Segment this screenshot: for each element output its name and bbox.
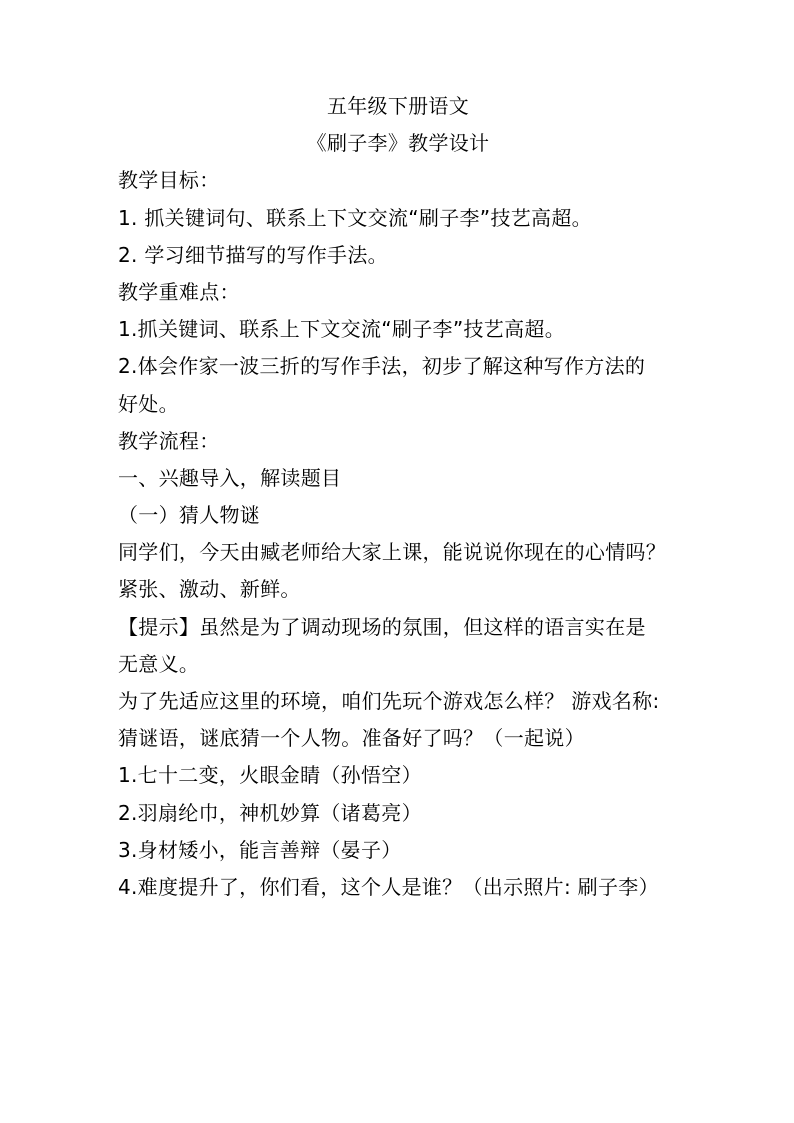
key-point-item: 1.抓关键词、联系上下文交流“刷子李”技艺高超。 bbox=[118, 317, 566, 342]
riddle-item: 1.七十二变，火眼金睛（孙悟空） bbox=[118, 763, 422, 788]
subsection-heading: 一、兴趣导入，解读题目 bbox=[118, 465, 342, 490]
document-page bbox=[118, 93, 678, 911]
document-title: 五年级下册语文 bbox=[326, 94, 470, 118]
objective-item: 2. 学习细节描写的写作手法。 bbox=[118, 242, 388, 267]
paragraph-line: 同学们，今天由臧老师给大家上课，能说说你现在的心情吗？ bbox=[118, 540, 667, 565]
section-heading-objectives: 教学目标： bbox=[118, 168, 220, 193]
section-heading-process: 教学流程： bbox=[118, 428, 220, 453]
tip-paragraph-line: 无意义。 bbox=[118, 651, 200, 676]
paragraph-line: 猜谜语，谜底猜一个人物。准备好了吗？（一起说） bbox=[118, 726, 585, 751]
riddle-item: 3.身材矮小，能言善辩（晏子） bbox=[118, 837, 402, 862]
tip-paragraph-line: 【提示】虽然是为了调动现场的氛围，但这样的语言实在是 bbox=[118, 614, 646, 639]
document-subtitle: 《刷子李》教学设计 bbox=[306, 131, 490, 156]
section-heading-key-points: 教学重难点： bbox=[118, 279, 240, 304]
paragraph-line: 紧张、激动、新鲜。 bbox=[118, 577, 301, 602]
subsection-heading: （一）猜人物谜 bbox=[118, 503, 261, 528]
key-point-item-continued: 好处。 bbox=[118, 391, 179, 416]
riddle-item: 2.羽扇纶巾，神机妙算（诸葛亮） bbox=[118, 800, 422, 825]
key-point-item: 2.体会作家一波三折的写作手法，初步了解这种写作方法的 bbox=[118, 354, 646, 379]
objective-item: 1. 抓关键词句、联系上下文交流“刷子李”技艺高超。 bbox=[118, 205, 592, 230]
riddle-item: 4.难度提升了，你们看，这个人是谁？（出示照片: 刷子李） bbox=[118, 874, 659, 899]
paragraph-line: 为了先适应这里的环境，咱们先玩个游戏怎么样？ 游戏名称: bbox=[118, 689, 660, 713]
